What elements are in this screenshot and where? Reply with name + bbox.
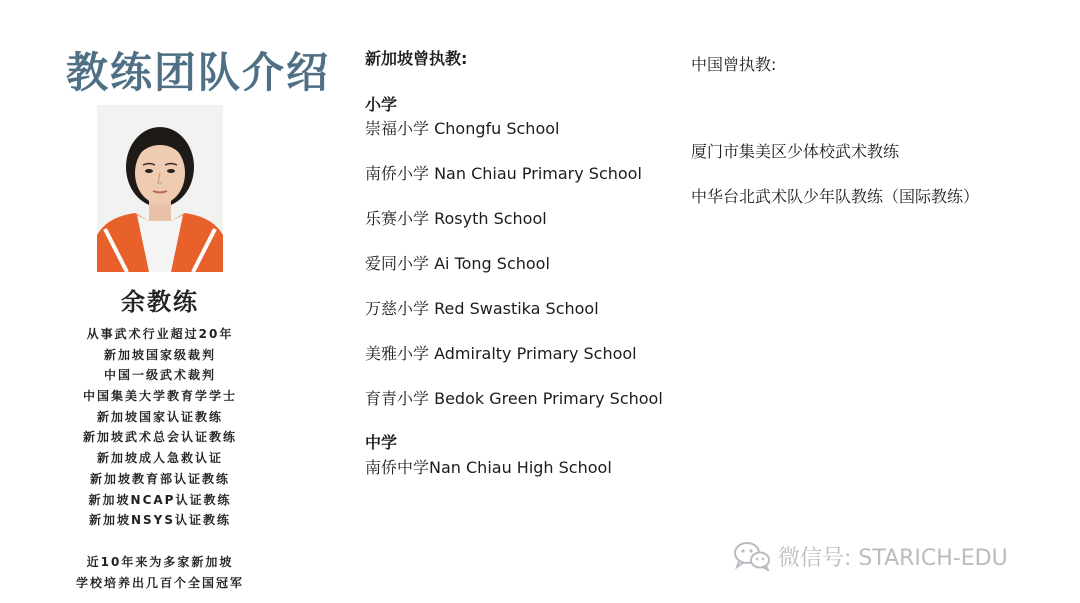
school-item: 育青小学 Bedok Green Primary School <box>365 389 663 408</box>
wechat-watermark <box>732 540 1008 572</box>
credential-item: 新加坡NSYS认证教练 <box>88 513 232 528</box>
credential-item: 新加坡NCAP认证教练 <box>88 492 232 507</box>
china-item: 厦门市集美区少体校武术教练 <box>691 142 900 161</box>
coach-summary <box>55 552 265 594</box>
school-item: 爱同小学 Ai Tong School <box>365 254 550 273</box>
credential-item: 新加坡国家级裁判 <box>103 347 216 362</box>
coach-credentials <box>55 324 265 531</box>
summary-line: 学校培养出几百个全国冠军 <box>75 576 244 590</box>
summary-line: 近10年来为多家新加坡 <box>86 555 234 569</box>
school-item: 乐赛小学 Rosyth School <box>365 209 547 228</box>
school-item: 南侨中学Nan Chiau High School <box>365 458 612 477</box>
credential-item: 从事武术行业超过20年 <box>86 327 234 341</box>
china-item: 中华台北武术队少年队教练（国际教练） <box>691 187 980 206</box>
credential-item: 新加坡教育部认证教练 <box>89 471 230 486</box>
coach-name: 余教练 <box>121 288 199 316</box>
china-heading: 中国曾执教: <box>691 55 777 74</box>
page-title: 教练团队介绍 <box>66 48 331 97</box>
credential-item: 中国一级武术裁判 <box>103 368 216 383</box>
watermark-text: 微信号: STARICH-EDU <box>778 545 1008 571</box>
coach-photo <box>97 105 223 272</box>
credential-item: 新加坡成人急救认证 <box>96 451 223 466</box>
credential-item: 新加坡国家认证教练 <box>96 409 223 424</box>
wechat-icon <box>732 541 772 571</box>
secondary-label: 中学 <box>365 433 398 452</box>
school-item: 崇福小学 Chongfu School <box>365 119 560 138</box>
singapore-heading: 新加坡曾执教: <box>365 49 468 68</box>
primary-label: 小学 <box>365 95 398 114</box>
school-item: 南侨小学 Nan Chiau Primary School <box>365 164 642 183</box>
credential-item: 中国集美大学教育学学士 <box>82 389 237 404</box>
school-item: 美雅小学 Admiralty Primary School <box>365 344 637 363</box>
credential-item: 新加坡武术总会认证教练 <box>82 430 237 445</box>
school-item: 万慈小学 Red Swastika School <box>365 299 599 318</box>
